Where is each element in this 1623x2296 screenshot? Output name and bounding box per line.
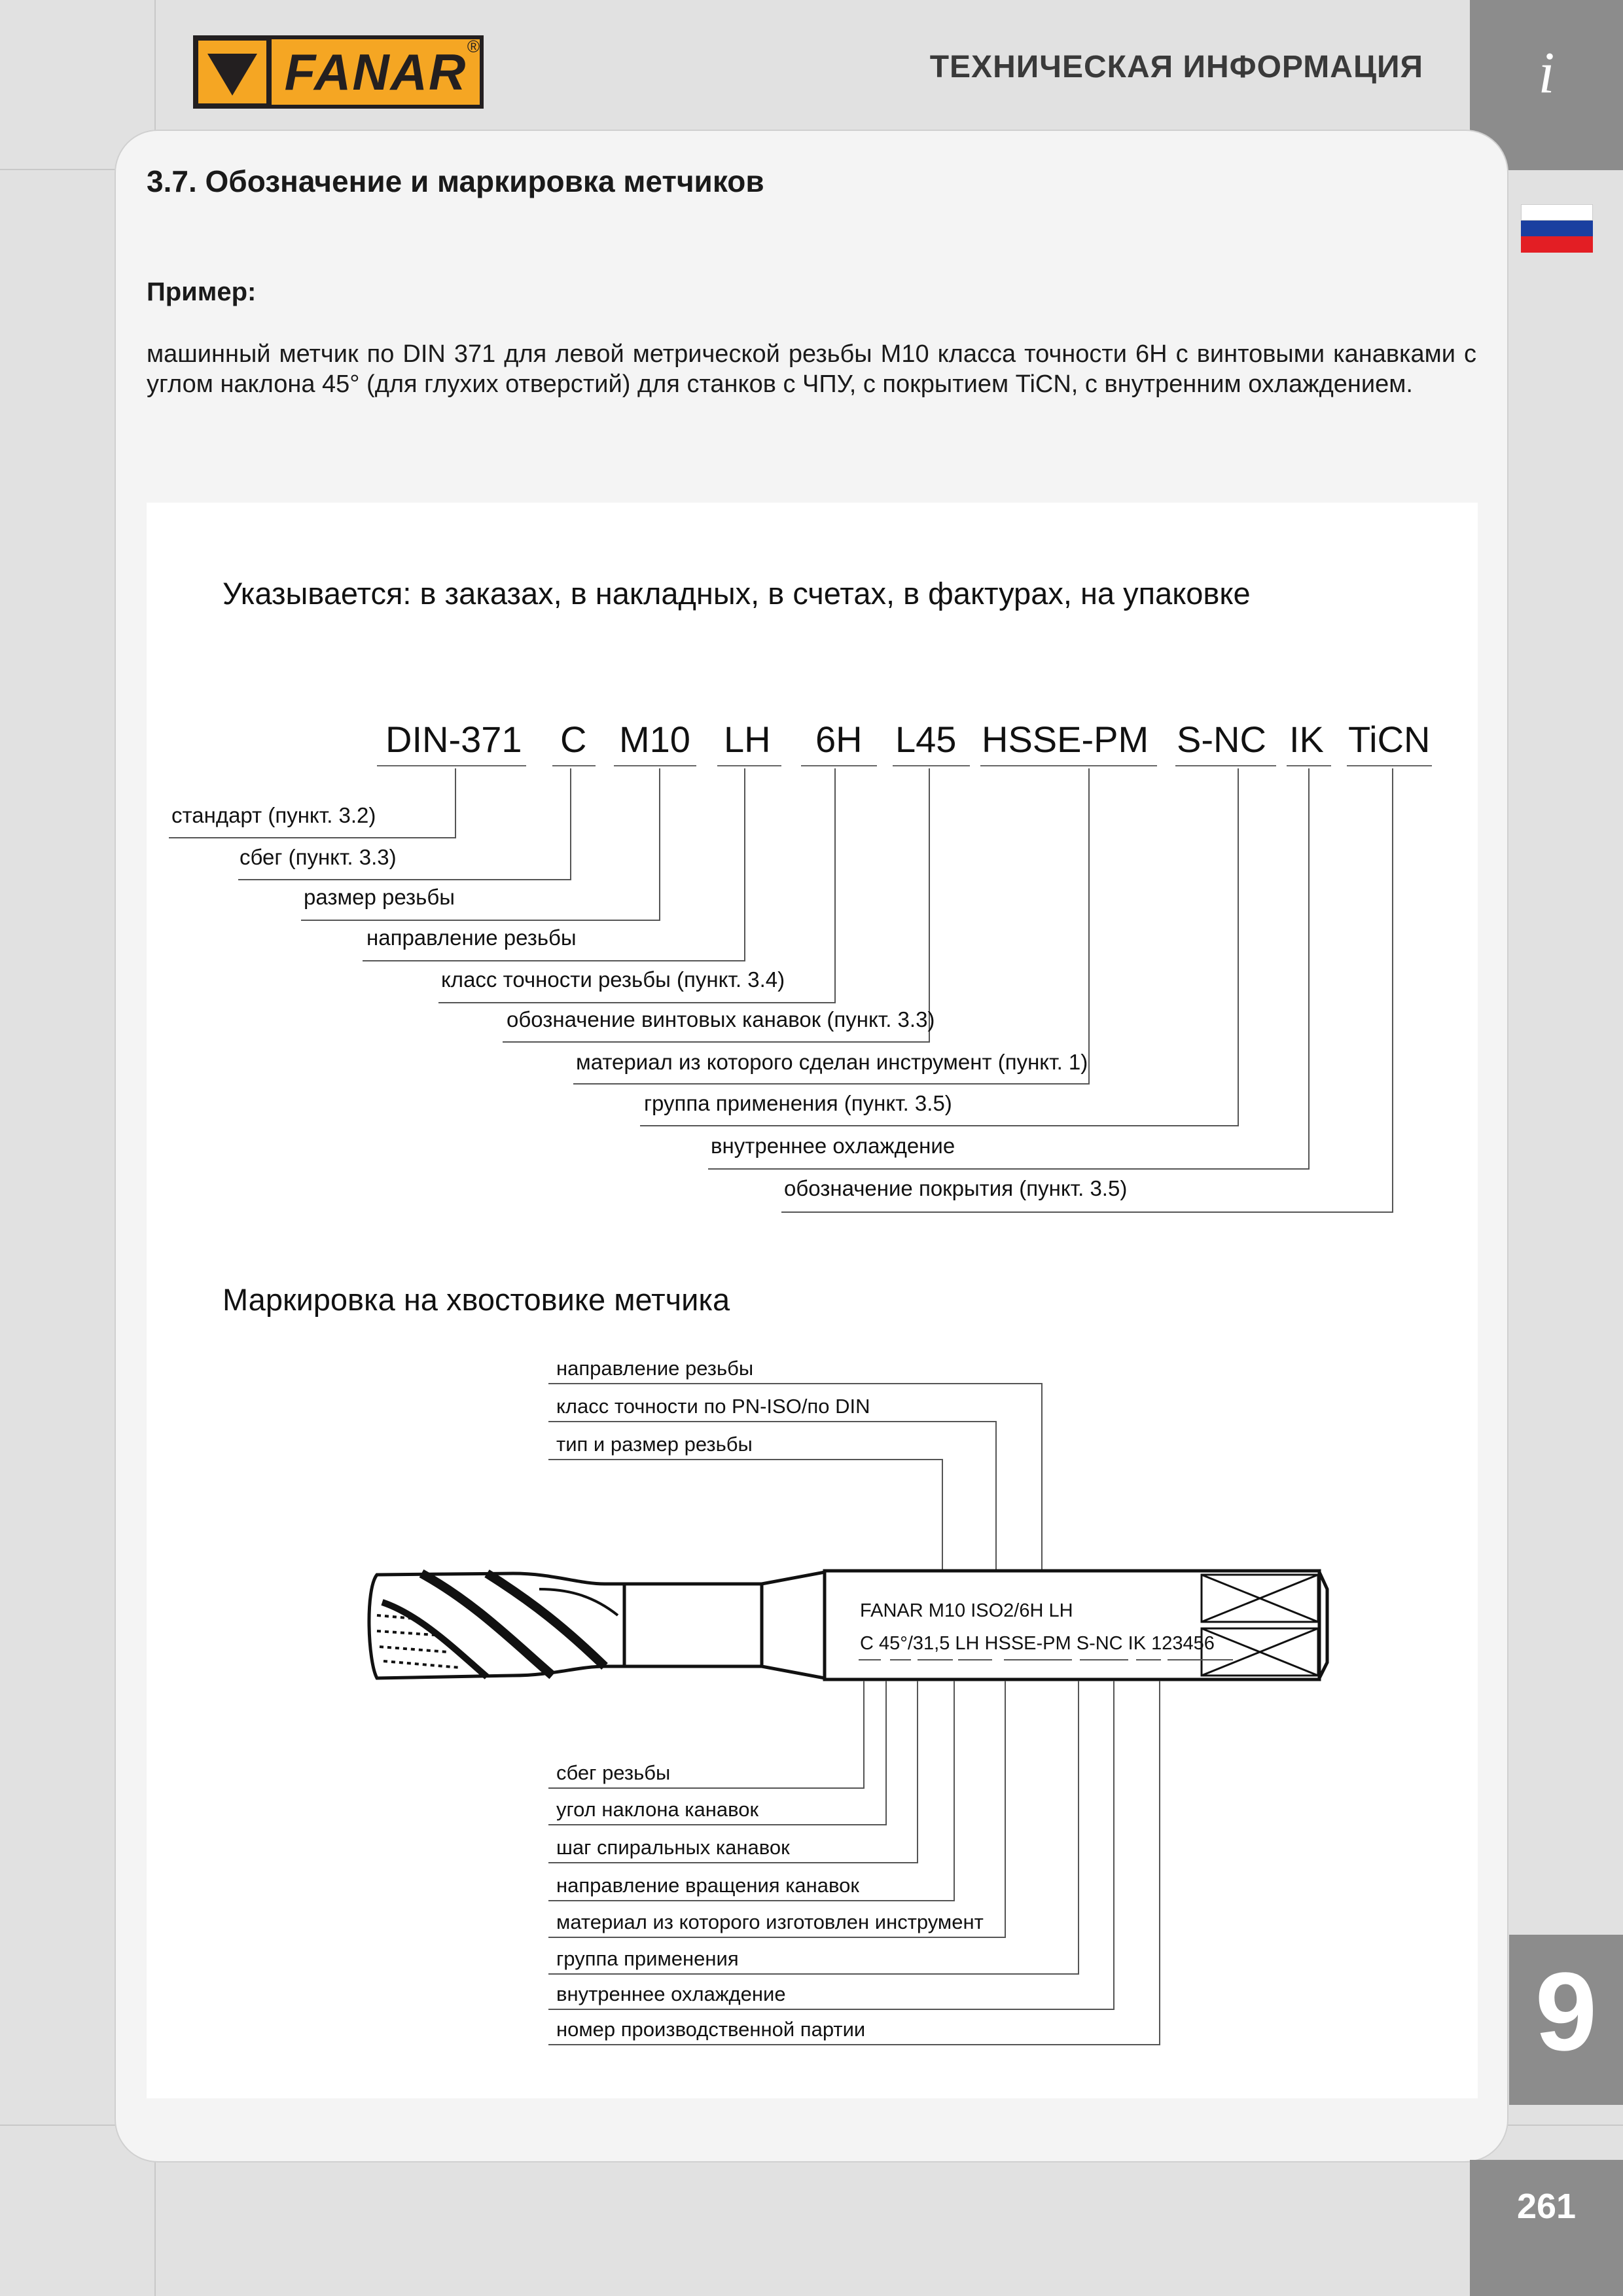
mark-label-flute-angle: угол наклона канавок: [556, 1798, 759, 1821]
section-title: 3.7. Обозначение и маркировка метчиков: [147, 164, 764, 198]
chapter-number: 9: [1535, 1950, 1597, 2074]
code-l45: L45: [895, 719, 957, 760]
mark-label-application-group: группа применения: [556, 1947, 739, 1970]
designation-diagram: [147, 503, 1478, 2098]
chapter-tab: [1509, 1935, 1623, 2105]
flag-stripe-blue: [1521, 221, 1593, 237]
mark-label-internal-cooling: внутреннее охлаждение: [556, 1982, 786, 2005]
example-label: Пример:: [147, 278, 257, 306]
tap-shank: [825, 1571, 1319, 1679]
page-number-tab: [1470, 2160, 1623, 2296]
shank-marking-line2: C 45°/31,5 LH HSSE-PM S-NC IK 123456: [860, 1633, 1215, 1654]
label-thread-class: класс точности резьбы (пункт. 3.4): [441, 967, 785, 992]
code-snc: S-NC: [1177, 719, 1266, 760]
code-lh: LH: [724, 719, 771, 760]
diagram-box: [147, 503, 1478, 2098]
label-coating: обозначение покрытия (пункт. 3.5): [784, 1176, 1128, 1200]
label-internal-cooling: внутреннее охлаждение: [711, 1134, 955, 1158]
designation-heading: Указывается: в заказах, в накладных, в счетах, в фактурах, на упаковке: [223, 576, 1251, 611]
code-ik: IK: [1289, 719, 1324, 760]
page-number: 261: [1516, 2187, 1577, 2226]
registered-icon: ®: [467, 37, 480, 56]
header-title: ТЕХНИЧЕСКАЯ ИНФОРМАЦИЯ: [929, 50, 1423, 84]
logo-text: FANAR: [272, 39, 480, 105]
marking-top-labels: [556, 1357, 870, 1456]
flag-stripe-white: [1521, 204, 1593, 221]
label-standard: стандарт (пункт. 3.2): [171, 803, 376, 827]
flag-stripe-red: [1521, 236, 1593, 253]
designation-labels: [171, 803, 1127, 1200]
code-ticn: TiCN: [1348, 719, 1431, 760]
fanar-logo: [193, 35, 484, 109]
label-material: материал из которого сделан инструмент (пункт. 1): [576, 1050, 1088, 1074]
designation-codes: [385, 719, 1430, 760]
mark-label-batch-number: номер производственной партии: [556, 2018, 866, 2041]
code-c: C: [560, 719, 587, 760]
code-6h: 6H: [815, 719, 863, 760]
tap-drawing: [369, 1571, 1327, 1679]
tap-neck-body: [624, 1584, 762, 1666]
mark-label-flute-pitch: шаг спиральных канавок: [556, 1836, 790, 1859]
code-hsse: HSSE-PM: [982, 719, 1149, 760]
shank-marking-line1: FANAR M10 ISO2/6H LH: [860, 1600, 1073, 1621]
label-thread-size: размер резьбы: [304, 885, 455, 909]
tap-flutes: [369, 1573, 624, 1678]
example-text: машинный метчик по DIN 371 для левой метрической резьбы M10 класса точности 6H с винтовыми канавками с углом наклона 45° (для глухих отверстий) для станков с ЧПУ, с покрытием TiCN, с внутренним охлаждением.: [147, 340, 1476, 398]
code-din: DIN-371: [385, 719, 522, 760]
mark-label-thread-class: класс точности по PN-ISO/по DIN: [556, 1395, 870, 1418]
russian-flag-icon: [1521, 204, 1593, 253]
mark-label-material: материал из которого изготовлен инструмент: [556, 1910, 984, 1933]
tap-neck: [762, 1572, 825, 1678]
mark-label-flute-rotation: направление вращения канавок: [556, 1874, 859, 1897]
logo-v-mark: [198, 41, 266, 103]
label-runout: сбег (пункт. 3.3): [240, 845, 397, 869]
mark-label-thread-direction: направление резьбы: [556, 1357, 754, 1380]
label-thread-direction: направление резьбы: [366, 925, 577, 950]
label-flute-type: обозначение винтовых канавок (пункт. 3.3): [507, 1007, 935, 1031]
mark-label-runout: сбег резьбы: [556, 1761, 671, 1784]
code-m10: M10: [619, 719, 690, 760]
label-application-group: группа применения (пункт. 3.5): [644, 1091, 952, 1115]
mark-label-thread-type-size: тип и размер резьбы: [556, 1433, 753, 1456]
marking-heading: Маркировка на хвостовике метчика: [223, 1282, 730, 1317]
info-icon: i: [1538, 41, 1555, 105]
